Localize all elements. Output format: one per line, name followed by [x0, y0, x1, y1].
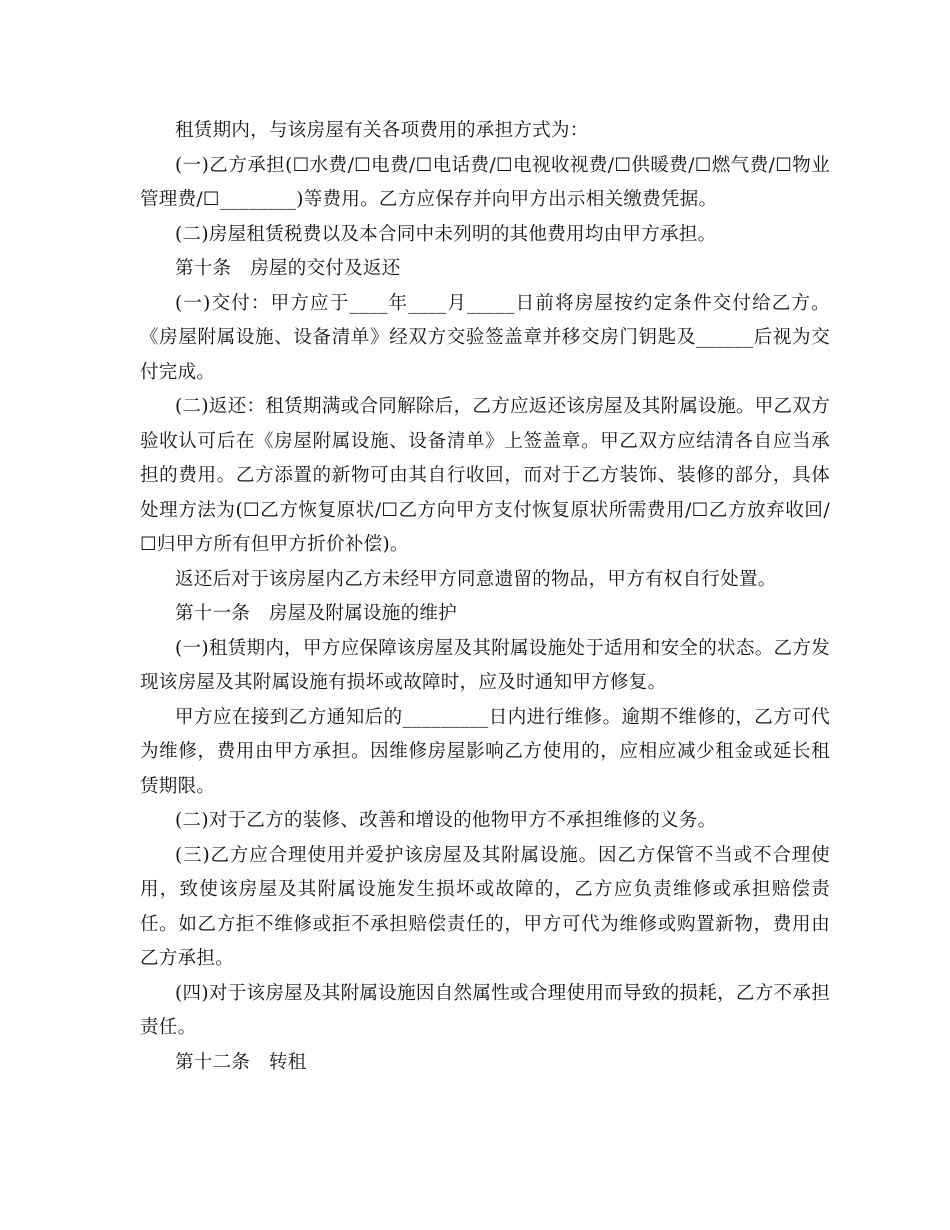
paragraph-maintenance-1: (一)租赁期内，甲方应保障该房屋及其附属设施处于适用和安全的状态。乙方发现该房屋及其附属设施有损坏或故障时，应及时通知甲方修复。	[140, 637, 830, 693]
article-12-heading: 第十二条 转租	[175, 1051, 307, 1073]
paragraph-expenses-landlord: (二)房屋租赁税费以及本合同中未列明的其他费用均由甲方承担。	[175, 223, 717, 245]
paragraph-maintenance-deadline: 甲方应在接到乙方通知后的_________日内进行维修。逾期不维修的，乙方可代为维修，费用由甲方承担。因维修房屋影响乙方使用的，应相应减少租金或延长租赁期限。	[140, 706, 830, 797]
paragraph-expenses-tenant: (一)乙方承担(☐水费/☐电费/☐电话费/☐电视收视费/☐供暖费/☐燃气费/☐物业管理费/☐________)等费用。乙方应保存并向甲方出示相关缴费凭据。	[140, 154, 830, 210]
paragraph-maintenance-4: (四)对于该房屋及其附属设施因自然属性或合理使用而导致的损耗，乙方不承担责任。	[140, 982, 830, 1038]
paragraph-maintenance-2: (二)对于乙方的装修、改善和增设的他物甲方不承担维修的义务。	[175, 810, 717, 831]
article-10-heading: 第十条 房屋的交付及返还	[175, 258, 401, 279]
paragraph-return: (二)返还：租赁期满或合同解除后，乙方应返还该房屋及其附属设施。甲乙双方验收认可后在《房屋附属设施、设备清单》上签盖章。甲乙双方应结清各自应当承担的费用。乙方添置的新物可由其自行收回，而对于乙方装饰、装修的部分，具体处理方法为(☐乙方恢复原状/☐乙方向甲方支付恢复原状所需费用/☐乙方放弃收回/☐归甲方所有但甲方折价补偿)。	[140, 396, 830, 555]
contract-text	[140, 114, 830, 1080]
paragraph-maintenance-3: (三)乙方应合理使用并爱护该房屋及其附属设施。因乙方保管不当或不合理使用，致使该房屋及其附属设施发生损坏或故障的，乙方应负责维修或承担赔偿责任。如乙方拒不维修或拒不承担赔偿责任的，甲方可代为维修或购置新物，费用由乙方承担。	[140, 844, 830, 969]
article-11-heading: 第十一条 房屋及附属设施的维护	[175, 603, 458, 624]
paragraph-expenses-intro: 租赁期内，与该房屋有关各项费用的承担方式为：	[175, 120, 589, 141]
paragraph-left-items: 返还后对于该房屋内乙方未经甲方同意遗留的物品，甲方有权自行处置。	[175, 568, 777, 590]
paragraph-delivery: (一)交付：甲方应于____年____月_____日前将房屋按约定条件交付给乙方。《房屋附属设施、设备清单》经双方交验签盖章并移交房门钥匙及______后视为交付完成。	[140, 292, 830, 383]
